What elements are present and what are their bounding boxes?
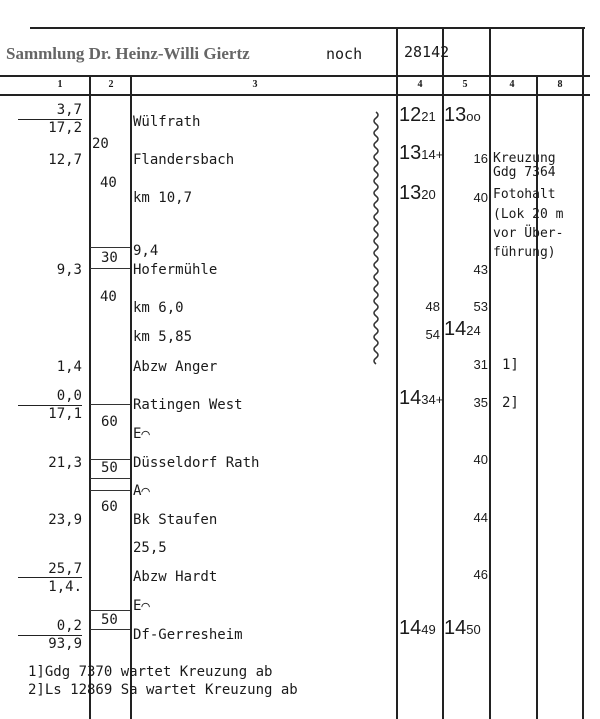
col-divider-3	[396, 27, 398, 719]
arrival-time: 1434+	[399, 387, 444, 409]
station-name: Ratingen West	[133, 397, 243, 413]
km-marker: 25,5	[133, 540, 167, 556]
departure-time: 16	[473, 151, 488, 166]
speed-value: 20	[92, 136, 109, 152]
km-marker: 9,4	[133, 243, 159, 259]
departure-time: 46	[473, 567, 488, 582]
km-top: 0,2	[56, 618, 82, 634]
train-number: 28142	[404, 43, 450, 61]
signal-marker: E⌒	[133, 426, 150, 442]
speed-value: 60	[101, 499, 118, 515]
departure-time: 1450	[444, 617, 481, 639]
col-divider-2	[130, 75, 132, 719]
speed-box-line	[90, 404, 130, 405]
arrival-time: 1221	[399, 104, 436, 126]
signal-marker: A⌒	[133, 483, 150, 499]
speed-box-line	[90, 629, 130, 630]
speed-box-line	[90, 490, 130, 491]
km-value: 9,3	[56, 262, 82, 278]
station-name: Abzw Hardt	[133, 569, 218, 585]
speed-value: 60	[101, 414, 118, 430]
km-top: 0,0	[56, 388, 82, 404]
col-divider-5	[489, 27, 491, 719]
footnote-ref: 2]	[502, 395, 519, 411]
station-name: Flandersbach	[133, 152, 235, 168]
departure-time: 43	[473, 262, 488, 277]
col-header-5: 5	[462, 79, 468, 90]
speed-box-line	[90, 268, 130, 269]
noch-label: noch	[326, 45, 363, 63]
speed-value: 40	[100, 175, 117, 191]
station-name: km 10,7	[133, 190, 193, 206]
departure-time: 35	[473, 395, 488, 410]
collection-title: Sammlung Dr. Heinz-Willi Giertz	[6, 44, 250, 63]
col-header-4: 4	[417, 79, 423, 90]
fraction-line	[18, 577, 82, 578]
km-value: 21,3	[48, 455, 82, 471]
col-header-3: 3	[252, 79, 258, 90]
remark-line: Fotohalt	[493, 187, 556, 202]
footnote-ref: 1]	[502, 357, 519, 373]
remark-line: vor Über-	[493, 226, 564, 241]
station-name: Bk Staufen	[133, 512, 218, 528]
arrival-time: 48	[425, 299, 440, 314]
col-header-1: 1	[57, 79, 63, 90]
remark-line: (Lok 20 m	[493, 207, 564, 222]
departure-time: 13oo	[444, 104, 481, 126]
remark-line: Kreuzung	[493, 151, 556, 166]
speed-value: 50	[101, 612, 118, 628]
signal-marker: E⌒	[133, 598, 150, 614]
km-value: 1,4	[56, 359, 82, 375]
remark-line: führung)	[493, 245, 556, 260]
departure-time: 40	[473, 190, 488, 205]
departure-time: 53	[473, 299, 488, 314]
track-wave-line	[370, 112, 382, 367]
speed-value: 30	[101, 250, 118, 266]
km-top: 3,7	[56, 102, 82, 118]
departure-time: 31	[473, 357, 488, 372]
km-value: 12,7	[48, 152, 82, 168]
col-header-6: 4	[509, 79, 515, 90]
speed-value: 40	[100, 289, 117, 305]
station-name: km 6,0	[133, 300, 184, 316]
departure-time: 1424	[444, 318, 481, 340]
km-value: 23,9	[48, 512, 82, 528]
station-name: Abzw Anger	[133, 359, 218, 375]
top-rule	[30, 27, 585, 29]
station-name: Df-Gerresheim	[133, 627, 243, 643]
station-name: Düsseldorf Rath	[133, 455, 260, 471]
km-bottom: 93,9	[48, 636, 82, 652]
footnote-2: 2]Ls 12869 Sa wartet Kreuzung ab	[28, 682, 298, 698]
km-bottom: 17,1	[48, 406, 82, 422]
km-top: 25,7	[48, 561, 82, 577]
footnote-1: 1]Gdg 7370 wartet Kreuzung ab	[28, 664, 273, 680]
station-name: km 5,85	[133, 329, 193, 345]
speed-value: 50	[101, 460, 118, 476]
speed-box-line	[90, 247, 130, 248]
speed-box-line	[90, 610, 130, 611]
arrival-time: 54	[425, 327, 440, 342]
col-header-7: 8	[557, 79, 563, 90]
arrival-time: 1314+	[399, 142, 444, 164]
col-divider-1	[89, 75, 91, 719]
col-header-2: 2	[108, 79, 114, 90]
departure-time: 40	[473, 452, 488, 467]
col-divider-7	[582, 27, 584, 719]
arrival-time: 1320	[399, 182, 436, 204]
station-name: Wülfrath	[133, 114, 201, 130]
arrival-time: 1449	[399, 617, 436, 639]
station-name: Hofermühle	[133, 262, 218, 278]
speed-box-line	[90, 478, 130, 479]
km-bottom: 17,2	[48, 120, 82, 136]
col-divider-4	[442, 27, 444, 719]
km-bottom: 1,4.	[48, 579, 82, 595]
departure-time: 44	[473, 510, 488, 525]
remark-line: Gdg 7364	[493, 165, 556, 180]
